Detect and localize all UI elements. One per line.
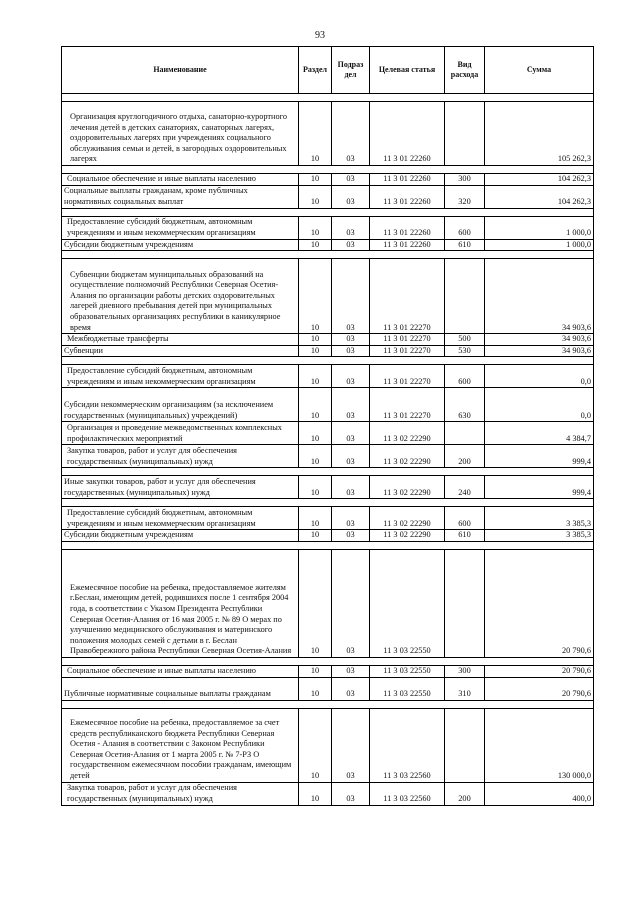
row-section: 10 (299, 259, 332, 334)
row-amount: 3 385,3 (485, 530, 594, 542)
row-amount: 0,0 (485, 365, 594, 388)
row-subsection: 03 (332, 476, 370, 499)
row-section: 10 (299, 708, 332, 782)
row-target: 11 3 02 22290 (370, 530, 445, 542)
row-section: 10 (299, 334, 332, 346)
row-name: Иные закупки товаров, работ и услуг для обеспечения государственных (муниципальных) нужд (62, 476, 299, 499)
row-expense-type: 600 (445, 216, 485, 239)
row-target: 11 3 01 22270 (370, 365, 445, 388)
row-section: 10 (299, 174, 332, 186)
row-subsection: 03 (332, 530, 370, 542)
row-amount: 20 790,6 (485, 665, 594, 677)
row-amount: 999,4 (485, 476, 594, 499)
row-expense-type (445, 422, 485, 445)
row-amount: 34 903,6 (485, 334, 594, 346)
row-name: Межбюджетные трансферты (62, 334, 299, 346)
row-subsection: 03 (332, 216, 370, 239)
row-expense-type: 200 (445, 782, 485, 805)
row-section: 10 (299, 216, 332, 239)
table-row (62, 530, 594, 542)
header-target: Целевая статья (370, 47, 445, 94)
row-expense-type: 530 (445, 345, 485, 357)
row-target: 11 3 03 22560 (370, 708, 445, 782)
row-name: Субвенции (62, 345, 299, 357)
row-target: 11 3 02 22290 (370, 422, 445, 445)
row-section: 10 (299, 677, 332, 700)
table-row (62, 388, 594, 422)
budget-table (61, 46, 594, 806)
row-name: Предоставление субсидий бюджетным, автономным учреждениям и иным некоммерческим организациям (62, 365, 299, 388)
table-row (62, 174, 594, 186)
row-name: Социальные выплаты гражданам, кроме публичных нормативных социальных выплат (62, 185, 299, 208)
row-target: 11 3 01 22260 (370, 174, 445, 186)
row-name: Субсидии бюджетным учреждениям (62, 530, 299, 542)
header-name: Наименование (62, 47, 299, 94)
row-expense-type (445, 259, 485, 334)
row-target: 11 3 03 22550 (370, 665, 445, 677)
row-target: 11 3 01 22270 (370, 388, 445, 422)
table-row (62, 365, 594, 388)
row-expense-type (445, 708, 485, 782)
header-expense-type: Вид расхода (445, 47, 485, 94)
row-amount: 34 903,6 (485, 259, 594, 334)
row-subsection: 03 (332, 239, 370, 251)
row-subsection: 03 (332, 708, 370, 782)
row-section: 10 (299, 365, 332, 388)
row-target: 11 3 01 22260 (370, 216, 445, 239)
row-target: 11 3 01 22270 (370, 334, 445, 346)
row-subsection: 03 (332, 388, 370, 422)
table-row (62, 422, 594, 445)
header-subsection: Подраз дел (332, 47, 370, 94)
row-name: Ежемесячное пособие на ребенка, предоставляемое жителям г.Беслан, имеющим детей, родившихся после 1 сентября 2004 года, в соответствии с Указом Президента Республики Северная Осетия-Алания от 16 мая 2005 г. № 89 О мерах по улучшению медицинского обслуживания и материнского положения молодых семей с детьми в г. Беслан Правобережного района Республики Северная Осетия-Алания (62, 549, 299, 657)
row-amount: 105 262,3 (485, 102, 594, 166)
row-subsection: 03 (332, 507, 370, 530)
row-expense-type: 610 (445, 239, 485, 251)
row-target: 11 3 03 22560 (370, 782, 445, 805)
row-subsection: 03 (332, 174, 370, 186)
row-section: 10 (299, 665, 332, 677)
row-subsection: 03 (332, 185, 370, 208)
row-subsection: 03 (332, 549, 370, 657)
row-section: 10 (299, 782, 332, 805)
table-header-row (62, 47, 594, 94)
table-row (62, 216, 594, 239)
table-row (62, 665, 594, 677)
row-amount: 3 385,3 (485, 507, 594, 530)
table-row (62, 677, 594, 700)
row-name: Организация круглогодичного отдыха, санаторно-курортного лечения детей в детских санаториях, санаторных лагерях, оздоровительных лагерях при учреждениях социального обслуживания семьи и детей, в загородных оздоровительных лагерях (62, 102, 299, 166)
row-amount: 0,0 (485, 388, 594, 422)
row-section: 10 (299, 388, 332, 422)
row-expense-type: 600 (445, 365, 485, 388)
row-expense-type: 500 (445, 334, 485, 346)
row-expense-type (445, 102, 485, 166)
row-expense-type: 200 (445, 445, 485, 468)
row-amount: 1 000,0 (485, 239, 594, 251)
row-target: 11 3 01 22270 (370, 345, 445, 357)
row-target: 11 3 03 22550 (370, 549, 445, 657)
row-name: Закупка товаров, работ и услуг для обеспечения государственных (муниципальных) нужд (62, 445, 299, 468)
row-subsection: 03 (332, 677, 370, 700)
table-row (62, 239, 594, 251)
row-expense-type: 610 (445, 530, 485, 542)
table-row (62, 345, 594, 357)
row-subsection: 03 (332, 782, 370, 805)
row-section: 10 (299, 530, 332, 542)
row-amount: 34 903,6 (485, 345, 594, 357)
header-section: Раздел (299, 47, 332, 94)
row-amount: 104 262,3 (485, 174, 594, 186)
row-subsection: 03 (332, 445, 370, 468)
row-expense-type: 300 (445, 665, 485, 677)
row-amount: 999,4 (485, 445, 594, 468)
row-name: Предоставление субсидий бюджетным, автономным учреждениям и иным некоммерческим организациям (62, 507, 299, 530)
row-amount: 1 000,0 (485, 216, 594, 239)
row-expense-type: 600 (445, 507, 485, 530)
table-row (62, 445, 594, 468)
row-target: 11 3 02 22290 (370, 507, 445, 530)
row-expense-type: 300 (445, 174, 485, 186)
row-target: 11 3 02 22290 (370, 445, 445, 468)
header-amount: Сумма (485, 47, 594, 94)
row-name: Субсидии бюджетным учреждениям (62, 239, 299, 251)
row-name: Предоставление субсидий бюджетным, автономным учреждениям и иным некоммерческим организациям (62, 216, 299, 239)
row-target: 11 3 03 22550 (370, 677, 445, 700)
table-row (62, 782, 594, 805)
row-section: 10 (299, 549, 332, 657)
table-row (62, 708, 594, 782)
row-subsection: 03 (332, 102, 370, 166)
row-expense-type: 240 (445, 476, 485, 499)
row-name: Социальное обеспечение и иные выплаты населению (62, 665, 299, 677)
row-section: 10 (299, 102, 332, 166)
row-expense-type (445, 549, 485, 657)
row-amount: 20 790,6 (485, 549, 594, 657)
row-amount: 130 000,0 (485, 708, 594, 782)
row-amount: 104 262,3 (485, 185, 594, 208)
row-subsection: 03 (332, 334, 370, 346)
row-expense-type: 310 (445, 677, 485, 700)
row-section: 10 (299, 422, 332, 445)
row-name: Социальное обеспечение и иные выплаты населению (62, 174, 299, 186)
row-subsection: 03 (332, 665, 370, 677)
table-row (62, 507, 594, 530)
row-section: 10 (299, 507, 332, 530)
row-section: 10 (299, 345, 332, 357)
table-row (62, 185, 594, 208)
row-target: 11 3 01 22260 (370, 239, 445, 251)
row-section: 10 (299, 445, 332, 468)
row-subsection: 03 (332, 345, 370, 357)
row-target: 11 3 01 22260 (370, 185, 445, 208)
row-name: Организация и проведение межведомственных комплексных профилактических мероприятий (62, 422, 299, 445)
row-name: Субвенции бюджетам муниципальных образований на осуществление полномочий Республики Северная Осетия-Алания по организации работы детских оздоровительных лагерей дневного пребывания детей при муниципальных образовательных организациях республики в каникулярное время (62, 259, 299, 334)
row-subsection: 03 (332, 259, 370, 334)
row-name: Субсидии некоммерческим организациям (за исключением государственных (муниципальных) учреждений) (62, 388, 299, 422)
row-amount: 20 790,6 (485, 677, 594, 700)
row-subsection: 03 (332, 365, 370, 388)
table-row (62, 334, 594, 346)
row-expense-type: 320 (445, 185, 485, 208)
row-target: 11 3 02 22290 (370, 476, 445, 499)
table-row (62, 549, 594, 657)
page-number: 93 (315, 30, 325, 41)
row-name: Закупка товаров, работ и услуг для обеспечения государственных (муниципальных) нужд (62, 782, 299, 805)
row-target: 11 3 01 22270 (370, 259, 445, 334)
row-name: Публичные нормативные социальные выплаты гражданам (62, 677, 299, 700)
row-amount: 4 384,7 (485, 422, 594, 445)
table-row (62, 102, 594, 166)
row-amount: 400,0 (485, 782, 594, 805)
row-section: 10 (299, 239, 332, 251)
row-subsection: 03 (332, 422, 370, 445)
table-row (62, 476, 594, 499)
row-target: 11 3 01 22260 (370, 102, 445, 166)
row-name: Ежемесячное пособие на ребенка, предоставляемое за счет средств республиканского бюджета Республики Северная Осетия - Алания в соответствии с Законом Республики Северная Осетия-Алания от 1 марта 2005 г. № 7-РЗ О государственном ежемесячном пособии гражданам, имеющим детей (62, 708, 299, 782)
row-expense-type: 630 (445, 388, 485, 422)
row-section: 10 (299, 476, 332, 499)
row-section: 10 (299, 185, 332, 208)
table-row (62, 259, 594, 334)
